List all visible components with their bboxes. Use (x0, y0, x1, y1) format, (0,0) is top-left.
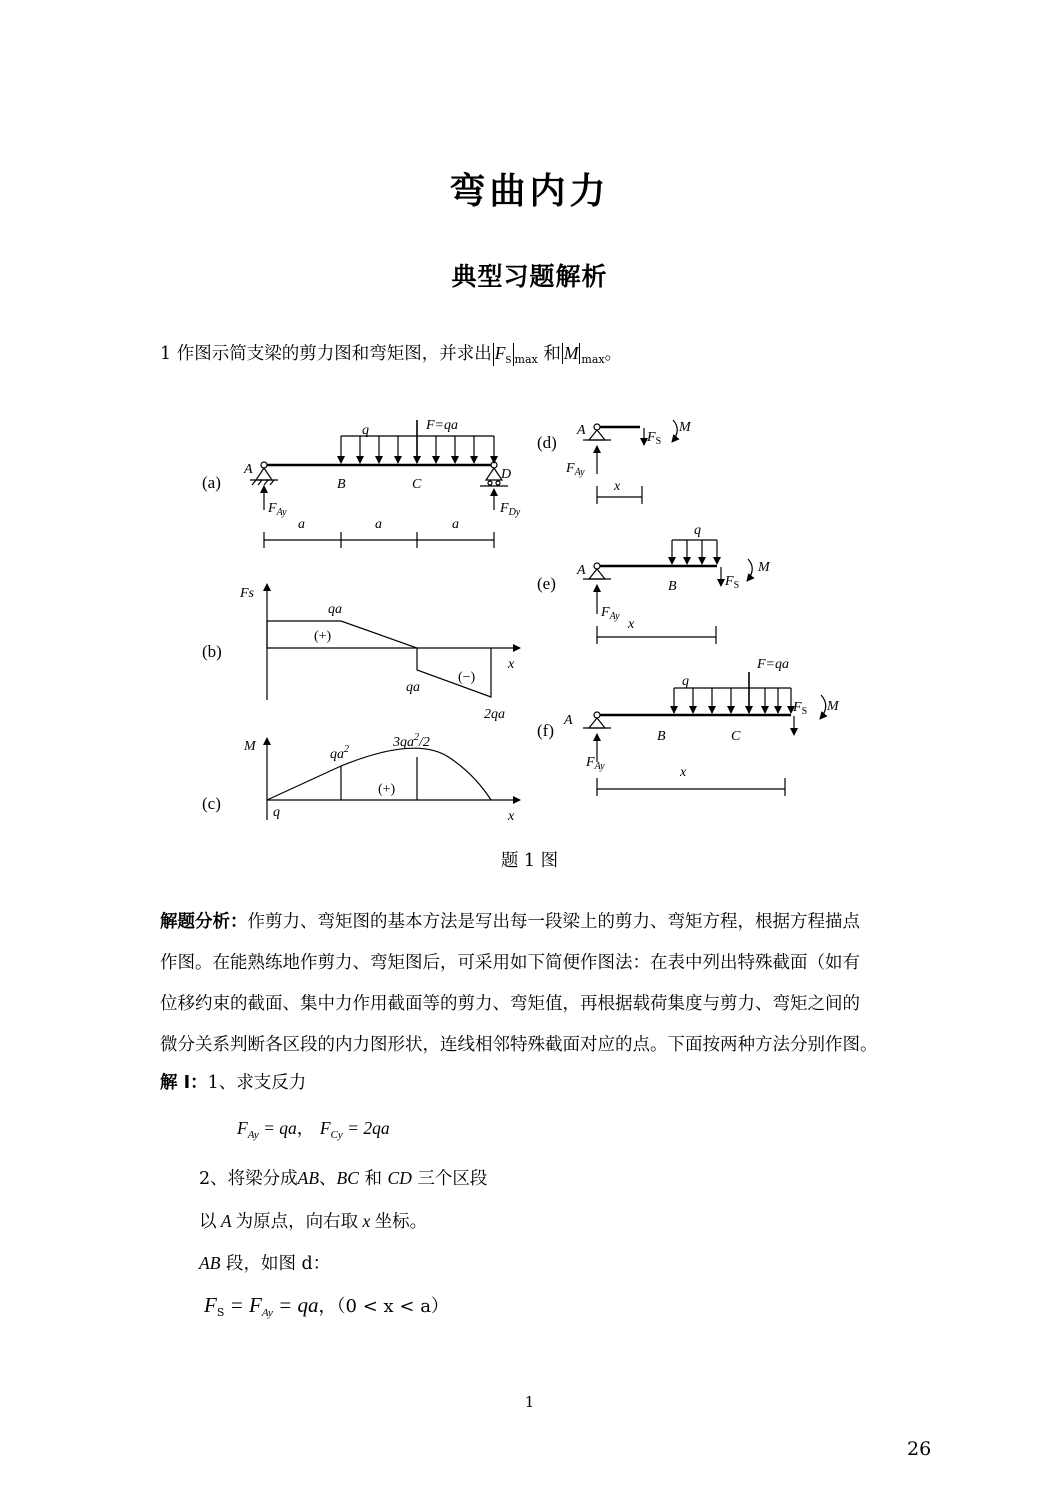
label-b-e: B (668, 579, 677, 594)
solution-step2: 2、将梁分成AB、BC 和 CD 三个区段 (199, 1168, 488, 1189)
figure-caption: 题 1 图 (500, 851, 559, 871)
label-plus-c: (+) (378, 782, 396, 797)
analysis-line: 微分关系判断各区段的内力图形状，连线相邻特殊截面对应的点。下面按两种方法分别作图。 (160, 1035, 878, 1055)
panel-a (202, 420, 508, 548)
label-m-e: M (758, 560, 770, 575)
label-2qa: 2qa (484, 707, 505, 722)
label-b-point: B (337, 477, 346, 492)
axis-m: M (244, 739, 256, 754)
panel-label-a: (a) (202, 473, 221, 492)
label-q: q (362, 423, 369, 438)
analysis-paragraph (160, 902, 920, 1066)
label-plus-b: (+) (314, 629, 332, 644)
label-a-e: A (577, 563, 586, 578)
period: 。 (604, 344, 623, 364)
analysis-line: 作剪力、弯矩图的基本方法是写出每一段梁上的剪力、弯矩方程，根据方程描点 (247, 912, 860, 932)
max-subscript: max (581, 353, 605, 366)
problem-statement (160, 340, 622, 366)
dim-a-3: a (452, 517, 459, 532)
label-fay-f: $F_{Ay}$ (586, 755, 605, 772)
label-a-f: A (564, 713, 573, 728)
dim-a-1: a (298, 517, 305, 532)
solution-label: 解 I： (160, 1073, 208, 1093)
label-q-e: q (694, 523, 701, 538)
analysis-line: 作图。在能熟练地作剪力、弯矩图后，可采用如下简便作图法：在表中列出特殊截面（如有 (160, 953, 860, 973)
label-q-f: q (682, 674, 689, 689)
label-minus-b: (−) (458, 670, 476, 685)
label-a-d: A (577, 423, 586, 438)
dim-a-2: a (375, 517, 382, 532)
axis-fs: Fs (240, 586, 254, 601)
fs-abs: $F_S$ (494, 343, 512, 366)
page-number: 1 (524, 1393, 535, 1411)
label-fay-d: $F_{Ay}$ (566, 461, 585, 478)
label-peak: $3qa^2/2$ (393, 732, 430, 750)
shear-equation: $F_S = F_{Ay}$ = qa，（0 < x < a） (204, 1293, 449, 1319)
label-m-d: M (679, 420, 691, 435)
segment-ab-heading: AB 段，如图 d： (199, 1253, 331, 1274)
label-fs-d: $F_S$ (647, 430, 662, 447)
problem-text: 作图示简支梁的剪力图和弯矩图，并求出 (176, 344, 492, 364)
panel-label-b: (b) (202, 642, 222, 661)
problem-number: 1 (160, 344, 172, 364)
solution-step1 (160, 1069, 306, 1094)
label-a-point: A (244, 462, 253, 477)
label-c-f: C (731, 729, 741, 744)
step1-text: 1、求支反力 (207, 1073, 307, 1093)
origin-statement: 以 A 为原点，向右取 x 坐标。 (199, 1211, 428, 1232)
label-qa2: $qa^2$ (330, 744, 349, 762)
label-force-f: F=qa (757, 657, 789, 672)
label-fs-e: $F_S$ (725, 574, 740, 591)
m-abs: M (563, 343, 579, 363)
reaction-forces: $F_{Ay}$ = qa， $F_{Cy} = 2qa$ (237, 1118, 390, 1141)
panel-label-c: (c) (202, 794, 221, 813)
corner-number: 26 (907, 1438, 932, 1460)
label-qa-1: qa (328, 602, 342, 617)
label-m-f: M (827, 699, 839, 714)
page-subtitle: 典型习题解析 (451, 262, 608, 291)
label-fay-e: $F_{Ay}$ (601, 605, 620, 622)
label-b-f: B (657, 729, 666, 744)
panel-e (537, 540, 752, 644)
label-x-e: x (628, 617, 635, 632)
label-fs-f: $F_S$ (793, 700, 808, 717)
panel-label-e: (e) (537, 574, 556, 593)
panel-label-f: (f) (537, 721, 554, 740)
axis-x-b: x (508, 657, 515, 672)
label-force: F=qa (426, 418, 458, 433)
label-c-point: C (412, 477, 422, 492)
label-x-d: x (614, 479, 621, 494)
axis-x-c: x (508, 809, 515, 820)
label-d-point: D (501, 467, 512, 482)
label-fay: $F_{Ay}$ (268, 501, 287, 518)
max-subscript: max (514, 353, 538, 366)
analysis-line: 位移约束的截面、集中力作用截面等的剪力、弯矩值，再根据载荷集度与剪力、弯矩之间的 (160, 994, 860, 1014)
label-x-f: x (680, 765, 687, 780)
label-qa-2: qa (406, 680, 420, 695)
and-text: 和 (543, 344, 561, 364)
panel-label-d: (d) (537, 433, 557, 452)
label-q-c: q (273, 805, 280, 820)
page-title: 弯曲内力 (449, 171, 610, 212)
panel-d (537, 420, 677, 504)
beam-figure (180, 400, 860, 820)
analysis-label: 解题分析： (160, 912, 248, 932)
label-fdy: $F_{Dy}$ (500, 501, 521, 518)
